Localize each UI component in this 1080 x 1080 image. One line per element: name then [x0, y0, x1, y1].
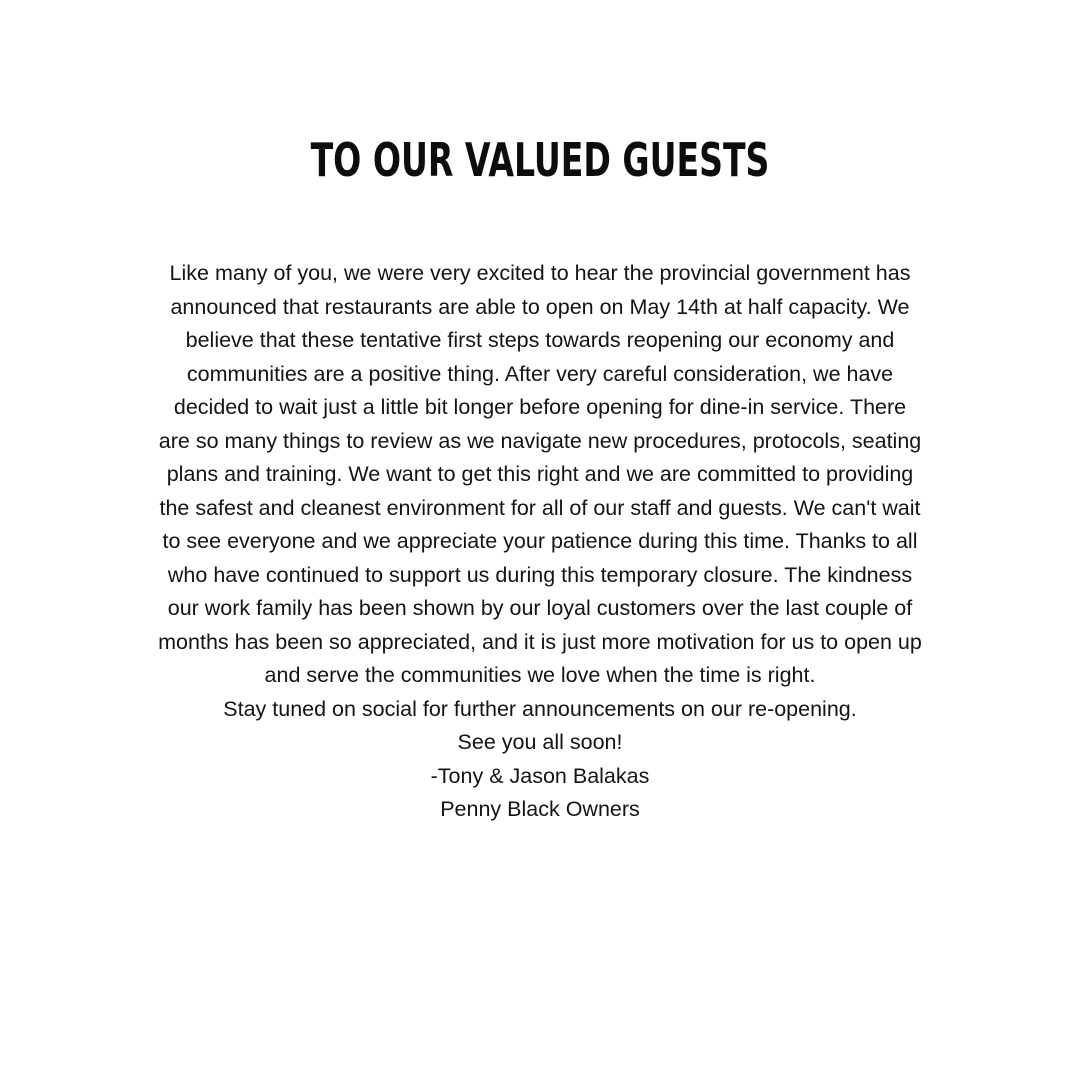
paragraph-line: the safest and cleanest environment for all of our staff and guests. We can't wait: [159, 495, 921, 520]
notice-title: TO OUR VALUED GUESTS: [310, 133, 770, 187]
see-you-line: See you all soon!: [457, 730, 623, 754]
paragraph-line: Like many of you, we were very excited to hear the provincial government has: [169, 261, 911, 285]
paragraph-line: communities are a positive thing. After very careful consideration, we have: [186, 361, 894, 386]
paragraph-line: who have continued to support us during this temporary closure. The kindness: [167, 562, 913, 587]
notice-body: [80, 257, 1000, 827]
paragraph-line: announced that restaurants are able to open on May 14th at half capacity. We: [170, 294, 910, 319]
paragraph-line: to see everyone and we appreciate your patience during this time. Thanks to all: [162, 529, 918, 553]
signature-title: Penny Black Owners: [440, 797, 640, 821]
paragraph-line: our work family has been shown by our loyal customers over the last couple of: [167, 596, 913, 620]
paragraph-line: plans and training. We want to get this right and we are committed to providing: [166, 462, 914, 486]
paragraph-line: and serve the communities we love when the time is right.: [264, 663, 816, 687]
paragraph-line: believe that these tentative first steps towards reopening our economy and: [185, 328, 895, 352]
signature: -Tony & Jason Balakas: [430, 763, 650, 788]
paragraph-line: months has been so appreciated, and it is just more motivation for us to open up: [158, 629, 922, 654]
stay-tuned-line: Stay tuned on social for further announcements on our re-opening.: [223, 696, 857, 721]
paragraph-line: decided to wait just a little bit longer before opening for dine-in service. There: [173, 395, 907, 419]
paragraph-line: are so many things to review as we navigate new procedures, protocols, seating: [158, 428, 922, 453]
